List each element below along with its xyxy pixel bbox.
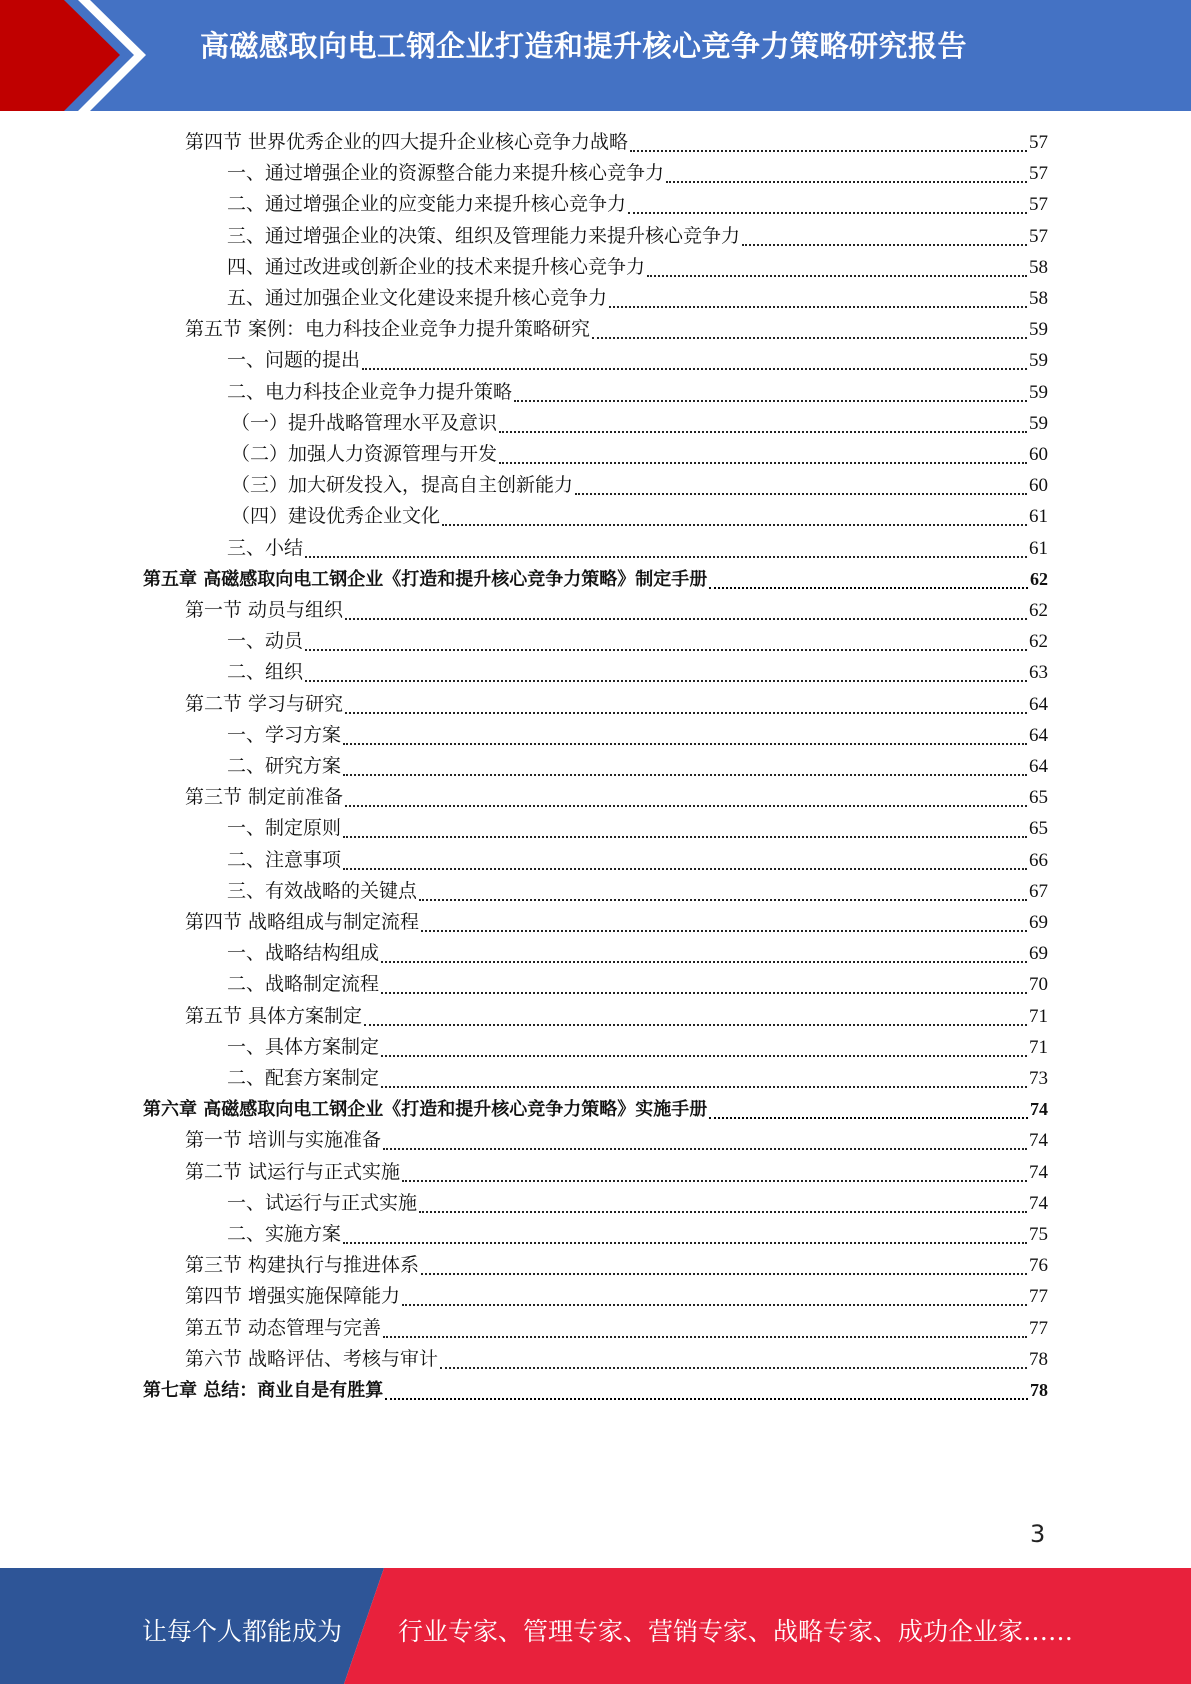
- toc-dot-leader: [345, 805, 1027, 807]
- toc-entry[interactable]: [227, 377, 1048, 408]
- toc-entry-label: 一、制定原则: [227, 817, 342, 840]
- toc-dot-leader: [630, 150, 1027, 152]
- toc-entry-label: 第一节 动员与组织: [185, 599, 344, 621]
- toc-dot-leader: [666, 181, 1027, 183]
- toc-entry-page: 59: [1029, 381, 1048, 403]
- toc-dot-leader: [709, 1117, 1028, 1119]
- toc-entry-page: 62: [1030, 568, 1048, 589]
- toc-dot-leader: [440, 1367, 1027, 1369]
- toc-entry-label: 第七章 总结：商业自是有胜算: [143, 1380, 384, 1401]
- toc-entry[interactable]: [185, 595, 1048, 626]
- toc-entry-label: 第一节 培训与实施准备: [185, 1129, 382, 1152]
- toc-entry[interactable]: [231, 501, 1048, 532]
- toc-entry[interactable]: [227, 345, 1048, 376]
- toc-entry-page: 57: [1029, 225, 1048, 247]
- toc-entry-page: 59: [1029, 319, 1048, 341]
- toc-entry[interactable]: [185, 1250, 1048, 1281]
- toc-entry[interactable]: [231, 439, 1048, 470]
- toc-entry[interactable]: [227, 720, 1048, 751]
- toc-dot-leader: [343, 836, 1027, 838]
- toc-entry-page: 61: [1029, 506, 1048, 528]
- toc-entry-label: 二、注意事项: [227, 848, 342, 871]
- toc-entry[interactable]: [227, 158, 1048, 189]
- toc-dot-leader: [402, 1180, 1027, 1182]
- toc-dot-leader: [383, 1336, 1027, 1338]
- toc-entry-page: 63: [1029, 662, 1048, 684]
- toc-entry-page: 59: [1029, 350, 1048, 372]
- toc-chapter-entry[interactable]: [143, 564, 1048, 595]
- toc-entry[interactable]: [185, 1001, 1048, 1032]
- toc-entry-label: 第五节 具体方案制定: [185, 1004, 363, 1027]
- toc-dot-leader: [647, 275, 1027, 277]
- toc-dot-leader: [364, 1024, 1027, 1026]
- toc-entry-label: 第五节 案例：电力科技企业竞争力提升策略研究: [185, 318, 591, 341]
- page-header: [0, 0, 1191, 111]
- page-footer: [0, 1568, 1191, 1684]
- toc-entry-page: 67: [1029, 880, 1048, 902]
- toc-entry-page: 71: [1029, 1036, 1048, 1058]
- toc-entry-label: 二、通过增强企业的应变能力来提升核心竞争力: [227, 193, 627, 216]
- toc-entry-label: 第四节 世界优秀企业的四大提升企业核心竞争力战略: [185, 131, 629, 153]
- toc-dot-leader: [381, 1086, 1027, 1088]
- toc-entry-label: 一、战略结构组成: [227, 942, 380, 965]
- toc-entry[interactable]: [231, 408, 1048, 439]
- toc-entry[interactable]: [185, 689, 1048, 720]
- toc-dot-leader: [345, 618, 1027, 620]
- toc-entry[interactable]: [227, 252, 1048, 283]
- toc-entry-page: 58: [1029, 256, 1048, 278]
- toc-dot-leader: [419, 1211, 1027, 1213]
- toc-entry[interactable]: [227, 1188, 1048, 1219]
- toc-entry-label: 二、组织: [227, 661, 304, 684]
- toc-dot-leader: [442, 524, 1027, 526]
- toc-entry-label: 三、有效战略的关键点: [227, 879, 418, 902]
- toc-entry[interactable]: [227, 751, 1048, 782]
- toc-entry-label: 一、学习方案: [227, 723, 342, 746]
- toc-entry-label: 第四节 战略组成与制定流程: [185, 911, 420, 933]
- toc-dot-leader: [709, 587, 1028, 589]
- toc-dot-leader: [499, 462, 1027, 464]
- page-number: 3: [1030, 1520, 1046, 1548]
- toc-entry-label: 第二节 试运行与正式实施: [185, 1160, 401, 1183]
- toc-entry[interactable]: [227, 969, 1048, 1000]
- toc-entry[interactable]: [227, 626, 1048, 657]
- toc-entry[interactable]: [185, 1157, 1048, 1188]
- toc-dot-leader: [343, 1242, 1027, 1244]
- toc-entry-page: 65: [1029, 787, 1048, 809]
- toc-entry-page: 74: [1029, 1161, 1048, 1183]
- toc-entry-label: （四）建设优秀企业文化: [231, 505, 441, 528]
- toc-entry-page: 74: [1029, 1130, 1048, 1152]
- toc-entry-label: 三、通过增强企业的决策、组织及管理能力来提升核心竞争力: [227, 224, 741, 247]
- toc-dot-leader: [345, 712, 1027, 714]
- toc-dot-leader: [402, 1304, 1027, 1306]
- report-title: 高磁感取向电工钢企业打造和提升核心竞争力策略研究报告: [200, 29, 968, 63]
- toc-entry[interactable]: [185, 1344, 1048, 1375]
- toc-entry-label: 一、通过增强企业的资源整合能力来提升核心竞争力: [227, 162, 665, 185]
- toc-entry-label: 一、试运行与正式实施: [227, 1191, 418, 1214]
- toc-entry-label: 二、战略制定流程: [227, 973, 380, 996]
- toc-entry-page: 58: [1029, 288, 1048, 309]
- toc-entry-label: 三、小结: [227, 536, 304, 559]
- toc-dot-leader: [305, 556, 1027, 558]
- toc-dot-leader: [381, 1055, 1027, 1057]
- footer-slogan-left: 让每个人都能成为: [142, 1617, 343, 1646]
- toc-entry-label: 第六节 战略评估、考核与审计: [185, 1347, 439, 1370]
- toc-entry[interactable]: [227, 938, 1048, 969]
- toc-entry-label: （三）加大研发投入，提高自主创新能力: [231, 474, 574, 497]
- toc-entry-page: 60: [1029, 475, 1048, 497]
- toc-entry-label: 二、电力科技企业竞争力提升策略: [227, 380, 513, 403]
- toc-entry-label: 一、问题的提出: [227, 349, 361, 372]
- toc-entry[interactable]: [227, 876, 1048, 907]
- toc-entry[interactable]: [227, 1063, 1048, 1094]
- toc-entry-page: 64: [1029, 693, 1048, 715]
- toc-entry-label: 二、实施方案: [227, 1223, 342, 1245]
- toc-entry-page: 69: [1029, 912, 1048, 933]
- toc-entry-label: 一、具体方案制定: [227, 1035, 380, 1058]
- toc-dot-leader: [383, 1148, 1027, 1150]
- toc-entry-page: 73: [1029, 1068, 1048, 1089]
- toc-entry-page: 70: [1029, 974, 1048, 996]
- toc-dot-leader: [419, 899, 1027, 901]
- toc-dot-leader: [381, 961, 1027, 963]
- toc-entry-page: 77: [1029, 1286, 1048, 1308]
- toc-entry-label: （二）加强人力资源管理与开发: [231, 443, 498, 465]
- toc-dot-leader: [499, 431, 1027, 433]
- toc-dot-leader: [343, 743, 1027, 745]
- toc-entry[interactable]: [227, 813, 1048, 844]
- toc-entry[interactable]: [185, 127, 1048, 158]
- toc-entry-page: 64: [1029, 724, 1048, 746]
- toc-entry[interactable]: [227, 221, 1048, 252]
- toc-entry-label: 五、通过加强企业文化建设来提升核心竞争力: [227, 287, 608, 309]
- toc-entry-page: 62: [1029, 631, 1048, 653]
- toc-entry-page: 71: [1029, 1005, 1048, 1027]
- toc-entry[interactable]: [227, 1219, 1048, 1250]
- toc-entry[interactable]: [227, 283, 1048, 314]
- toc-dot-leader: [421, 930, 1027, 932]
- toc-entry-label: 一、动员: [227, 630, 304, 653]
- toc-entry-page: 69: [1029, 943, 1048, 965]
- toc-dot-leader: [742, 244, 1027, 246]
- toc-entry[interactable]: [185, 314, 1048, 345]
- toc-chapter-entry[interactable]: [143, 1094, 1048, 1125]
- toc-dot-leader: [575, 493, 1027, 495]
- toc-dot-leader: [305, 680, 1027, 682]
- toc-entry-page: 74: [1029, 1192, 1048, 1214]
- header-arrow-decoration: [0, 0, 200, 111]
- toc-entry-label: 第六章 高磁感取向电工钢企业《打造和提升核心竞争力策略》实施手册: [143, 1099, 708, 1121]
- toc-entry[interactable]: [227, 845, 1048, 876]
- toc-entry-page: 77: [1029, 1317, 1048, 1339]
- toc-entry-label: 第二节 学习与研究: [185, 692, 344, 715]
- toc-entry-page: 57: [1029, 194, 1048, 216]
- toc-dot-leader: [385, 1398, 1028, 1400]
- toc-entry[interactable]: [185, 1313, 1048, 1344]
- toc-entry-label: 第五节 动态管理与完善: [185, 1316, 382, 1339]
- footer-slogan-right: 行业专家、管理专家、营销专家、战略专家、成功企业家……: [398, 1617, 1074, 1646]
- toc-entry-page: 75: [1029, 1224, 1048, 1245]
- toc-entry-page: 57: [1029, 163, 1048, 185]
- toc-entry-label: （一）提升战略管理水平及意识: [231, 411, 498, 434]
- toc-dot-leader: [343, 774, 1027, 776]
- toc-entry-label: 第四节 增强实施保障能力: [185, 1285, 401, 1308]
- toc-entry[interactable]: [185, 907, 1048, 938]
- toc-entry-label: 四、通过改进或创新企业的技术来提升核心竞争力: [227, 255, 646, 278]
- toc-chapter-entry[interactable]: [143, 1375, 1048, 1406]
- toc-entry[interactable]: [185, 782, 1048, 813]
- toc-dot-leader: [381, 992, 1027, 994]
- toc-entry[interactable]: [227, 1032, 1048, 1063]
- toc-dot-leader: [514, 400, 1027, 402]
- toc-entry[interactable]: [185, 1281, 1048, 1312]
- toc-entry-page: 66: [1029, 849, 1048, 871]
- toc-entry-page: 60: [1029, 444, 1048, 465]
- toc-dot-leader: [592, 337, 1027, 339]
- toc-dot-leader: [362, 368, 1027, 370]
- toc-entry[interactable]: [227, 189, 1048, 220]
- toc-entry-page: 78: [1029, 1348, 1048, 1370]
- toc-entry-label: 二、配套方案制定: [227, 1067, 380, 1089]
- toc-entry-page: 59: [1029, 412, 1048, 434]
- toc-entry-page: 65: [1029, 818, 1048, 840]
- toc-entry-label: 第五章 高磁感取向电工钢企业《打造和提升核心竞争力策略》制定手册: [143, 568, 708, 590]
- toc-entry-page: 78: [1030, 1380, 1048, 1400]
- toc-dot-leader: [628, 212, 1027, 214]
- toc-entry-page: 74: [1030, 1099, 1048, 1120]
- toc-entry[interactable]: [231, 470, 1048, 501]
- toc-dot-leader: [343, 868, 1027, 870]
- toc-entry-page: 76: [1029, 1255, 1048, 1277]
- toc-dot-leader: [609, 306, 1027, 308]
- toc-entry-page: 57: [1029, 132, 1048, 153]
- toc-entry[interactable]: [185, 1125, 1048, 1156]
- toc-entry[interactable]: [227, 533, 1048, 564]
- toc-dot-leader: [421, 1273, 1027, 1275]
- toc-dot-leader: [305, 649, 1027, 651]
- toc-entry-label: 第三节 构建执行与推进体系: [185, 1254, 420, 1277]
- toc-entry-page: 64: [1029, 756, 1048, 777]
- toc-entry-label: 第三节 制定前准备: [185, 786, 344, 809]
- toc-entry-label: 二、研究方案: [227, 755, 342, 777]
- toc-entry-page: 61: [1029, 537, 1048, 559]
- toc-entry[interactable]: [227, 657, 1048, 688]
- toc-entry-page: 62: [1029, 600, 1048, 621]
